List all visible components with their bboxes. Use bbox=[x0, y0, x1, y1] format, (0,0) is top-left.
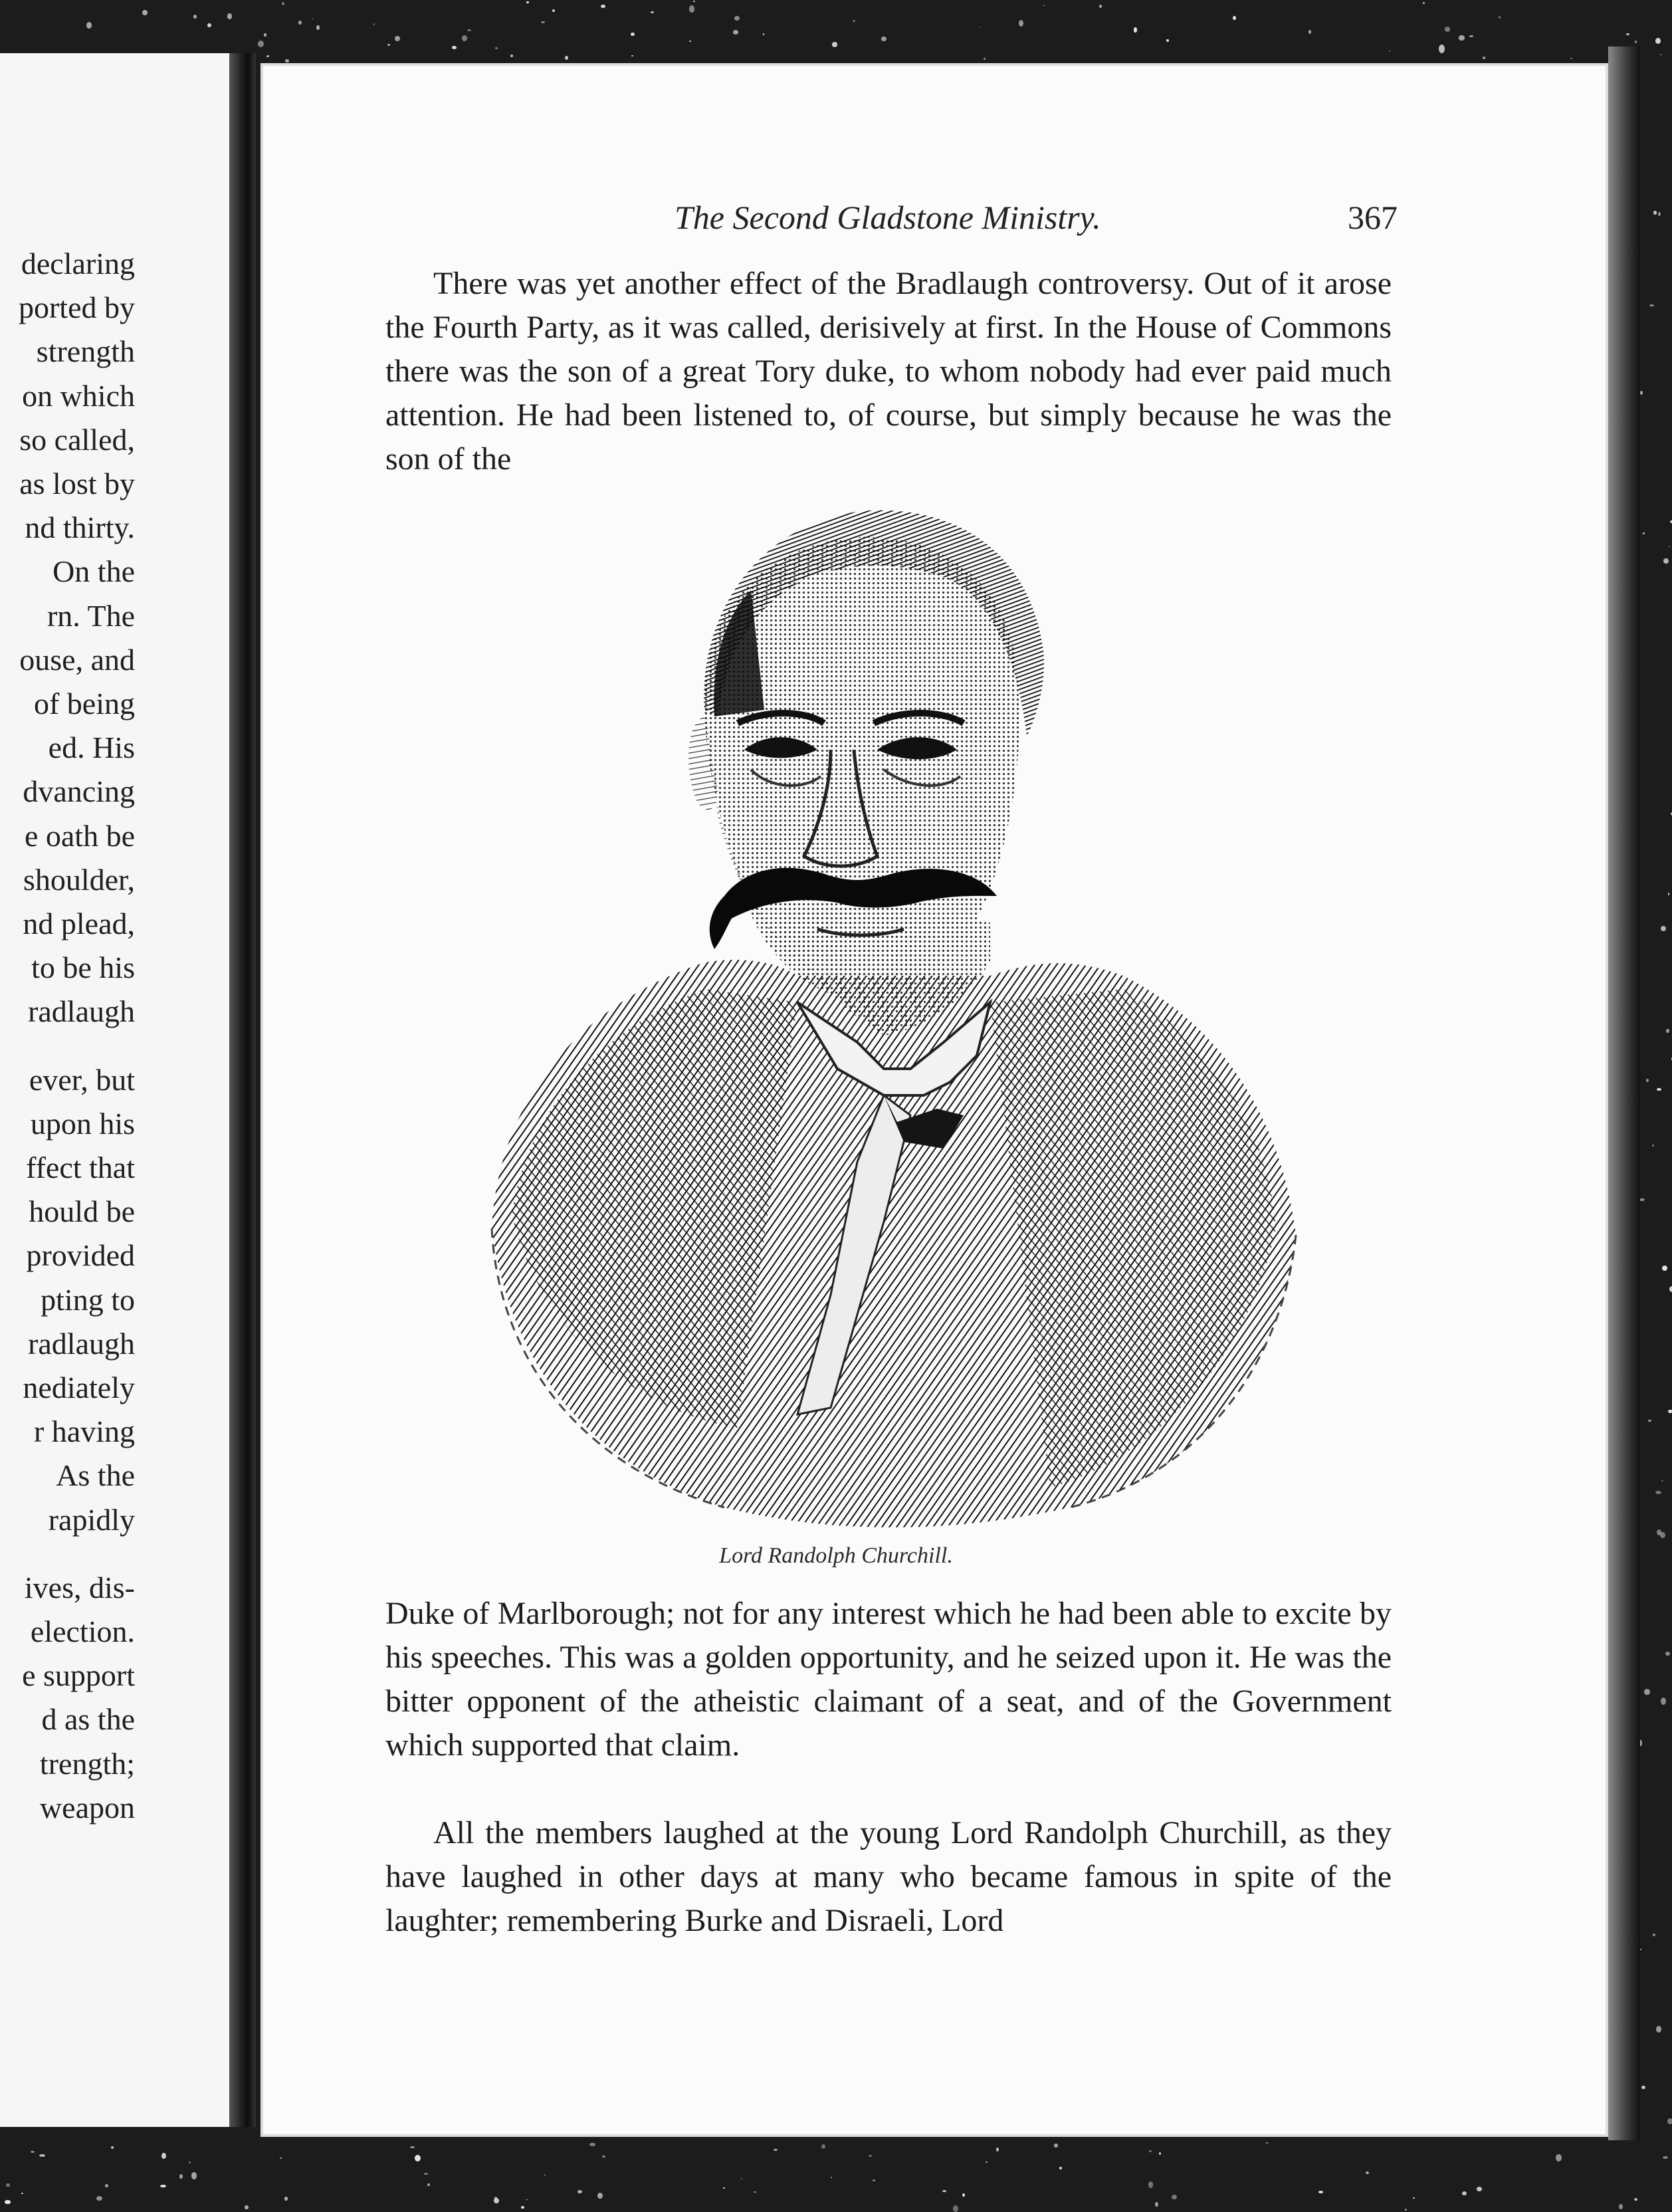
dust-speck bbox=[986, 2161, 988, 2163]
portrait-engraving bbox=[485, 497, 1303, 1541]
dust-speck bbox=[1663, 558, 1669, 564]
dust-speck bbox=[631, 55, 633, 56]
dust-speck bbox=[227, 13, 232, 19]
dust-speck bbox=[1643, 532, 1644, 534]
dust-speck bbox=[495, 47, 498, 49]
dust-speck bbox=[31, 2151, 35, 2153]
dust-speck bbox=[1405, 2209, 1407, 2211]
portrait-illustration bbox=[485, 497, 1303, 1541]
dust-speck bbox=[1266, 2142, 1268, 2144]
dust-speck bbox=[1423, 2, 1425, 5]
dust-speck bbox=[189, 2161, 191, 2163]
dust-speck bbox=[258, 41, 264, 47]
dust-speck bbox=[1641, 2086, 1645, 2089]
dust-speck bbox=[565, 56, 568, 60]
dust-speck bbox=[39, 2154, 45, 2157]
dust-speck bbox=[245, 2205, 249, 2209]
left-page-line: nediately bbox=[23, 1371, 135, 1404]
page-edge bbox=[1608, 47, 1640, 2140]
dust-speck bbox=[733, 30, 739, 35]
dust-speck bbox=[373, 23, 375, 25]
dust-speck bbox=[415, 2155, 421, 2161]
left-page-line: On the bbox=[52, 554, 135, 589]
left-page-line: ed. His bbox=[48, 730, 135, 765]
left-page-line: nd plead, bbox=[23, 907, 135, 940]
dust-speck bbox=[1669, 1286, 1672, 1291]
left-facing-page bbox=[0, 53, 229, 2127]
left-page-line: provided bbox=[26, 1238, 135, 1273]
page-number: 367 bbox=[1348, 199, 1398, 236]
dust-speck bbox=[1655, 1491, 1661, 1494]
dust-speck bbox=[111, 2146, 114, 2149]
left-page-line: strength bbox=[36, 334, 135, 369]
dust-speck bbox=[1640, 391, 1643, 395]
left-page-line: upon his bbox=[30, 1106, 135, 1141]
dust-speck bbox=[942, 2190, 946, 2192]
left-page-line: nd thirty. bbox=[25, 510, 135, 545]
illustration-caption: Lord Randolph Churchill. bbox=[719, 1543, 953, 1568]
dust-speck bbox=[1413, 2197, 1415, 2199]
dust-speck bbox=[467, 29, 470, 31]
dust-speck bbox=[316, 25, 320, 30]
dust-speck bbox=[1669, 546, 1670, 547]
dust-speck bbox=[1649, 304, 1653, 306]
left-page-line: trength; bbox=[39, 1746, 135, 1781]
left-page-line: radlaugh bbox=[28, 994, 135, 1029]
dust-speck bbox=[1483, 56, 1485, 59]
paragraph-continued: Duke of Marlborough; not for any interest which he had been able to excite by his speeches. This was a golden opportunity, and he seized upon it. He was the bitter opponent of the atheistic claimant of a seat, and of the Government which supported that claim. bbox=[385, 1596, 1392, 1763]
dust-speck bbox=[1172, 2195, 1177, 2199]
dust-speck bbox=[601, 5, 605, 8]
dust-speck bbox=[395, 36, 400, 41]
dust-speck bbox=[980, 27, 981, 28]
dust-speck bbox=[1663, 2156, 1669, 2159]
dust-speck bbox=[1134, 27, 1137, 33]
dust-speck bbox=[105, 2184, 108, 2187]
dust-speck bbox=[853, 20, 855, 22]
left-page-line: ouse, and bbox=[19, 642, 135, 677]
dust-speck bbox=[734, 16, 740, 21]
dust-speck bbox=[741, 2178, 742, 2179]
dust-speck bbox=[602, 2156, 605, 2157]
dust-speck bbox=[1499, 16, 1501, 19]
dust-speck bbox=[689, 5, 695, 13]
paragraph-closing: All the members laughed at the young Lord Randolph Churchill, as they have laughed in other days at many who became famous in spite of the laughter; remembering Burke and Disraeli, Lord bbox=[385, 1815, 1392, 1938]
dust-speck bbox=[1233, 16, 1236, 20]
dust-speck bbox=[1166, 39, 1168, 42]
left-page-line: rn. The bbox=[47, 598, 135, 633]
dust-speck bbox=[1661, 926, 1666, 931]
left-page-line: ported by bbox=[18, 290, 135, 325]
left-page-line: declaring bbox=[21, 247, 135, 280]
dust-speck bbox=[821, 2144, 825, 2149]
dust-speck bbox=[1658, 212, 1661, 216]
dust-speck bbox=[1646, 1079, 1649, 1082]
dust-speck bbox=[541, 21, 545, 23]
dust-speck bbox=[282, 2, 284, 5]
dust-speck bbox=[869, 2155, 872, 2157]
dust-speck bbox=[1626, 33, 1629, 35]
dust-speck bbox=[1661, 1698, 1666, 1705]
dust-speck bbox=[264, 33, 266, 36]
dust-speck bbox=[1667, 2118, 1672, 2124]
dust-speck bbox=[1439, 45, 1445, 53]
dust-speck bbox=[1556, 2154, 1562, 2161]
dust-speck bbox=[651, 11, 655, 13]
dust-speck bbox=[1657, 1529, 1661, 1535]
dust-speck bbox=[1653, 211, 1657, 214]
dust-speck bbox=[387, 44, 390, 46]
dust-speck bbox=[424, 2173, 428, 2175]
dust-speck bbox=[1619, 2204, 1623, 2209]
dust-speck bbox=[5, 2200, 10, 2203]
left-page-line: shoulder, bbox=[23, 862, 135, 897]
dust-speck bbox=[1665, 1652, 1670, 1656]
dust-speck bbox=[1666, 1029, 1670, 1033]
dust-speck bbox=[1366, 2171, 1369, 2174]
left-page-line: to be his bbox=[31, 950, 135, 985]
dust-speck bbox=[1652, 1145, 1654, 1147]
dust-speck bbox=[763, 33, 764, 35]
dust-speck bbox=[996, 2148, 999, 2152]
left-page-line: hould be bbox=[29, 1194, 135, 1229]
left-page-line: ever, but bbox=[29, 1062, 135, 1097]
dust-speck bbox=[1661, 1480, 1663, 1482]
dust-speck bbox=[962, 2193, 965, 2197]
left-page-line: as lost by bbox=[19, 467, 135, 500]
left-page-line: dvancing bbox=[23, 774, 135, 809]
dust-speck bbox=[723, 2187, 725, 2189]
dust-speck bbox=[597, 2193, 603, 2199]
dust-speck bbox=[1648, 1420, 1651, 1422]
dust-speck bbox=[6, 2183, 9, 2187]
dust-speck bbox=[191, 2172, 197, 2179]
dust-speck bbox=[1043, 5, 1045, 7]
dust-speck bbox=[298, 21, 302, 25]
dust-speck bbox=[1099, 5, 1102, 8]
left-page-line: election. bbox=[30, 1614, 135, 1648]
left-page-line: pting to bbox=[41, 1282, 135, 1317]
dust-speck bbox=[873, 2179, 875, 2181]
dust-speck bbox=[462, 35, 467, 41]
left-page-line: r having bbox=[33, 1414, 135, 1449]
dust-speck bbox=[1662, 1266, 1667, 1271]
paragraph-intro: There was yet another effect of the Bradlaugh controversy. Out of it arose the Fourth Party, as it was called, derisively at first. In the House of Commons there was the son of a great Tory duke, to whom nobody had ever paid much attention. He had been listened to, of course, but simply because he was the son of the bbox=[385, 266, 1392, 477]
dust-speck bbox=[577, 2190, 582, 2193]
dust-speck bbox=[1318, 2191, 1323, 2194]
dust-speck bbox=[831, 2177, 832, 2178]
dust-speck bbox=[1308, 30, 1312, 34]
dust-speck bbox=[1477, 2187, 1483, 2191]
dust-speck bbox=[1149, 2150, 1152, 2152]
left-page-line: e oath be bbox=[24, 818, 135, 853]
dust-speck bbox=[427, 2183, 430, 2187]
left-page-line: rapidly bbox=[48, 1502, 135, 1537]
dust-speck bbox=[280, 2157, 282, 2159]
left-page-line: ives, dis- bbox=[24, 1570, 135, 1604]
dust-speck bbox=[207, 23, 211, 27]
dust-speck bbox=[953, 2205, 958, 2212]
dust-speck bbox=[494, 2198, 499, 2203]
left-page-line: e support bbox=[22, 1658, 135, 1693]
dust-speck bbox=[1668, 893, 1670, 895]
dust-speck bbox=[1389, 51, 1390, 52]
dust-speck bbox=[1159, 2152, 1162, 2156]
dust-speck bbox=[1469, 35, 1473, 37]
dust-speck bbox=[284, 2197, 288, 2201]
book-gutter bbox=[229, 53, 256, 2127]
dust-speck bbox=[526, 2199, 528, 2201]
dust-speck bbox=[832, 42, 837, 47]
dust-speck bbox=[1148, 2181, 1154, 2188]
dust-speck bbox=[1445, 27, 1450, 32]
dust-speck bbox=[1635, 41, 1637, 43]
dust-speck bbox=[1019, 20, 1023, 27]
left-page-line: weapon bbox=[39, 1790, 135, 1825]
dust-speck bbox=[1656, 2026, 1661, 2033]
dust-speck bbox=[881, 37, 886, 41]
left-page-line: of being bbox=[33, 687, 135, 720]
dust-speck bbox=[774, 2149, 778, 2151]
dust-speck bbox=[142, 10, 148, 16]
left-page-line: radlaugh bbox=[28, 1326, 135, 1361]
dust-speck bbox=[552, 9, 555, 12]
dust-speck bbox=[179, 2174, 183, 2179]
dust-speck bbox=[984, 58, 986, 60]
dust-speck bbox=[1657, 1088, 1661, 1091]
left-page-line: As the bbox=[56, 1458, 135, 1493]
dust-speck bbox=[160, 2185, 166, 2187]
dust-speck bbox=[312, 18, 314, 19]
dust-speck bbox=[1054, 2144, 1058, 2147]
dust-speck bbox=[693, 1, 695, 3]
left-page-line: on which bbox=[22, 378, 135, 413]
dust-speck bbox=[21, 2193, 23, 2194]
running-title: The Second Gladstone Ministry. bbox=[675, 199, 1101, 236]
dust-speck bbox=[193, 15, 197, 19]
left-page-line: ffect that bbox=[26, 1151, 135, 1184]
dust-speck bbox=[1059, 2167, 1062, 2169]
dust-speck bbox=[285, 59, 290, 62]
dust-speck bbox=[754, 2191, 756, 2193]
dust-speck bbox=[1155, 2202, 1158, 2207]
dust-speck bbox=[1655, 38, 1661, 44]
dust-speck bbox=[1570, 58, 1572, 59]
dust-speck bbox=[631, 33, 635, 37]
dust-speck bbox=[526, 1, 528, 3]
dust-speck bbox=[86, 22, 92, 29]
dust-speck bbox=[452, 46, 457, 49]
dust-speck bbox=[161, 2153, 166, 2159]
dust-speck bbox=[589, 2143, 595, 2146]
dust-speck bbox=[1459, 35, 1465, 41]
dust-speck bbox=[266, 55, 269, 58]
dust-speck bbox=[1668, 1410, 1672, 1414]
dust-speck bbox=[410, 2146, 415, 2149]
dust-speck bbox=[1634, 2198, 1637, 2201]
dust-speck bbox=[1644, 1689, 1649, 1695]
dust-speck bbox=[510, 55, 513, 58]
left-page-line: so called, bbox=[19, 422, 135, 457]
left-page-line: d as the bbox=[41, 1702, 135, 1737]
dust-speck bbox=[96, 2196, 102, 2201]
dust-speck bbox=[1462, 2191, 1467, 2195]
dust-speck bbox=[521, 2206, 524, 2209]
dust-speck bbox=[1653, 1934, 1655, 1936]
